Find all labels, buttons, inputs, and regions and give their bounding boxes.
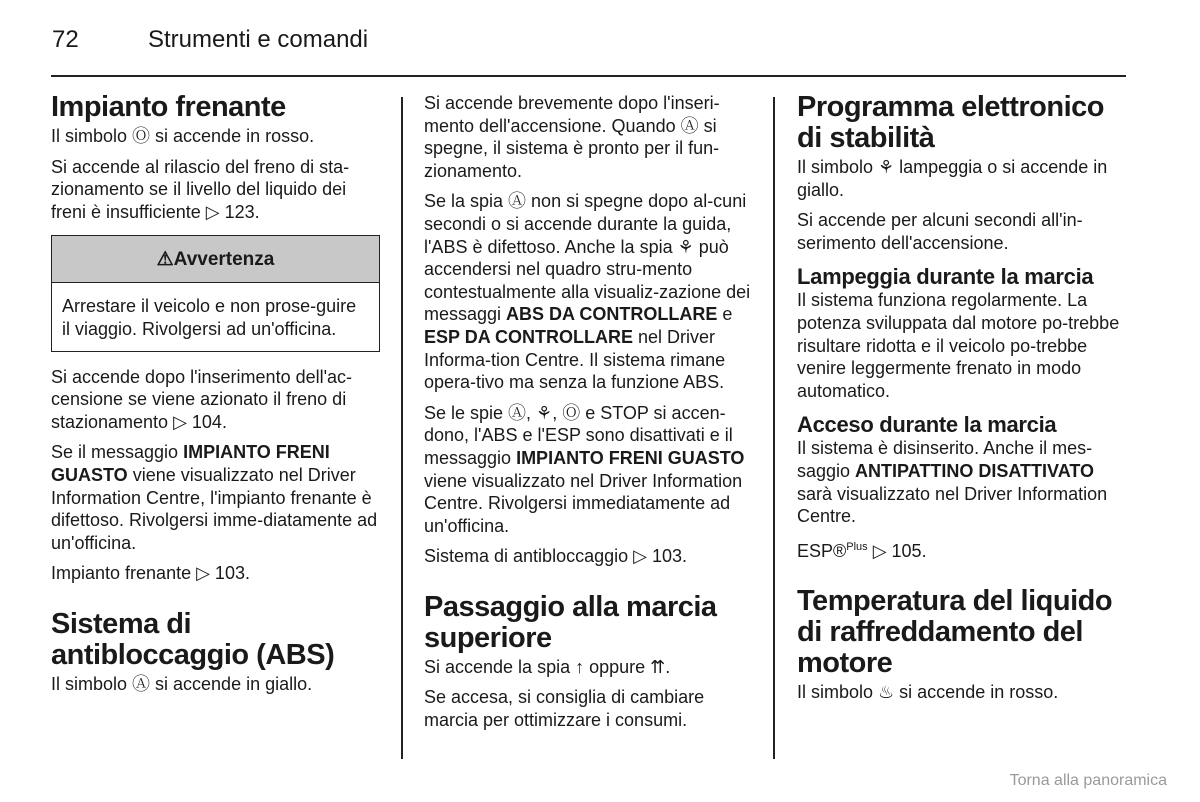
- column-divider-1: [401, 97, 403, 759]
- paragraph: Si accende la spia ↑ oppure ⇈.: [424, 656, 671, 677]
- column-1: [51, 92, 381, 704]
- text: ESP®: [797, 540, 847, 561]
- text: Se la spia Ⓐ non si spegne dopo al-cuni secondi o si accende durante la guida, l'ABS è difettoso. Anche la spia ⚘ può accendersi nel quadro stru-mento contestualmente alla visualiz-zazione dei messaggi: [424, 191, 751, 325]
- chapter-title: Strumenti e comandi: [148, 26, 369, 53]
- cross-reference: Sistema di antibloccaggio ▷ 103.: [424, 546, 687, 567]
- paragraph: [51, 441, 381, 554]
- text: sarà visualizzato nel Driver Information Centre.: [797, 483, 1108, 527]
- column-divider-2: [773, 97, 775, 759]
- paragraph: [797, 437, 1127, 527]
- text: ▷ 105.: [867, 540, 927, 561]
- warning-text: Arrestare il veicolo e non prose-guire il viaggio. Rivolgersi ad un'officina.: [62, 296, 357, 339]
- text: viene visualizzato nel Driver Information Centre. Rivolgersi immediatamente ad un'officina.: [424, 470, 743, 536]
- heading-esp: Programma elettronico di stabilità: [797, 91, 1104, 154]
- column-3: [797, 92, 1127, 712]
- warning-box: [51, 235, 380, 351]
- warning-title: ⚠Avvertenza: [52, 236, 379, 283]
- text: Se le spie Ⓐ, ⚘, Ⓞ e STOP si accen-dono, l'ABS e l'ESP sono disattivati e il messaggio: [424, 402, 733, 468]
- text: nel Driver Informa-tion Centre. Il sistema rimane opera-tivo ma senza la funzione ABS.: [424, 326, 726, 393]
- text: e: [717, 304, 733, 325]
- text: viene visualizzato nel Driver Information Centre, l'impianto frenante è difettoso. Rivolgersi imme-diatamente ad un'officina.: [51, 464, 378, 553]
- cross-reference: Impianto frenante ▷ 103.: [51, 563, 250, 584]
- heading-abs: Sistema di antibloccaggio (ABS): [51, 607, 335, 671]
- message-text: IMPIANTO FRENI GUASTO: [51, 442, 330, 485]
- heading-temperatura: Temperatura del liquido di raffreddamento del motore: [797, 585, 1113, 680]
- paragraph: Si accende brevemente dopo l'inseri-mento dell'accensione. Quando Ⓐ si spegne, il sistema è pronto per il fun-zionamento.: [424, 93, 720, 181]
- subheading-lampeggia: Lampeggia durante la marcia: [797, 264, 1094, 290]
- paragraph: Se accesa, si consiglia di cambiare marcia per ottimizzare i consumi.: [424, 687, 705, 731]
- header-rule: [51, 75, 1126, 77]
- paragraph: Il simbolo Ⓐ si accende in giallo.: [51, 673, 313, 694]
- paragraph: Si accende per alcuni secondi all'in-serimento dell'accensione.: [797, 210, 1083, 253]
- message-text: ESP DA CONTROLLARE: [424, 326, 634, 347]
- text: Se il messaggio: [51, 442, 184, 463]
- back-to-overview-link[interactable]: Torna alla panoramica: [1009, 772, 1167, 789]
- paragraph: Il simbolo Ⓞ si accende in rosso.: [51, 126, 315, 146]
- message-text: ANTIPATTINO DISATTIVATO: [855, 460, 1095, 481]
- heading-passaggio-marcia: Passaggio alla marcia superiore: [424, 590, 717, 654]
- subheading-acceso: Acceso durante la marcia: [797, 412, 1057, 438]
- superscript: Plus: [846, 540, 868, 553]
- paragraph: [424, 402, 754, 538]
- heading-impianto-frenante: Impianto frenante: [51, 91, 286, 123]
- paragraph: [424, 190, 754, 393]
- cross-reference: [797, 536, 1127, 563]
- paragraph: Il sistema funziona regolarmente. La potenza sviluppata dal motore po-trebbe risultare ridotta e il veicolo po-trebbe venire leggermente frenato in modo automatico.: [797, 290, 1120, 401]
- message-text: IMPIANTO FRENI GUASTO: [516, 447, 745, 468]
- paragraph: Il simbolo ♨ si accende in rosso.: [797, 682, 1059, 703]
- page-number: 72: [52, 26, 79, 53]
- text: Il sistema è disinserito. Anche il mes-saggio: [797, 438, 1093, 481]
- message-text: ABS DA CONTROLLARE: [506, 304, 718, 325]
- paragraph: Il simbolo ⚘ lampeggia o si accende in giallo.: [797, 157, 1108, 200]
- paragraph: Si accende al rilascio del freno di sta-zionamento se il livello del liquido dei freni è insufficiente ▷ 123.: [51, 156, 350, 222]
- column-2: [424, 92, 754, 740]
- paragraph: Si accende dopo l'inserimento dell'ac-censione se viene azionato il freno di stazionamento ▷ 104.: [51, 366, 353, 432]
